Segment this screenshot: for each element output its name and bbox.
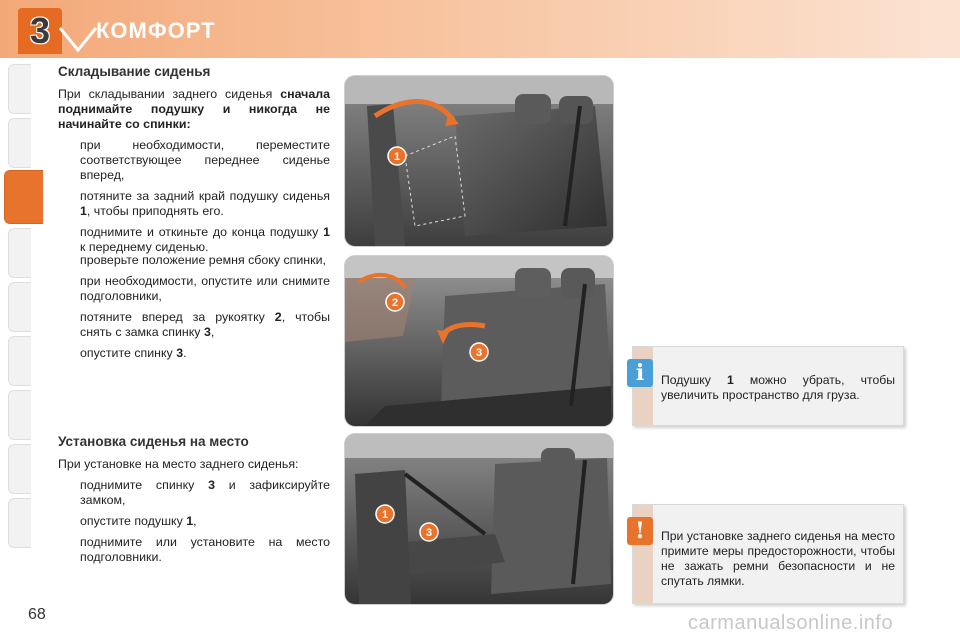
side-tab-3-active[interactable] xyxy=(4,170,43,224)
section-title: КОМФОРТ xyxy=(96,18,216,43)
chapter-number: 3 xyxy=(29,10,51,51)
install-heading: Установка сиденья на место xyxy=(58,434,249,449)
warning-note xyxy=(632,504,904,604)
marker-1: 1 xyxy=(381,509,389,521)
install-steps xyxy=(58,478,330,565)
list-item: потяните за задний край подушку сиденья 1, чтобы приподнять его. xyxy=(80,189,330,218)
chapter-side-tabs xyxy=(0,62,30,582)
list-item: опустите подушку 1, xyxy=(80,514,197,528)
folding-steps-b xyxy=(58,253,330,361)
install-intro: При установке на место заднего сиденья: xyxy=(58,457,299,471)
list-item: при необходимости, переместите соответствующее переднее сиденье вперед, xyxy=(80,138,330,182)
info-note xyxy=(632,346,904,426)
page-number: 68 xyxy=(28,606,46,623)
watermark: carmanualsonline.info xyxy=(688,612,894,634)
marker-2: 2 xyxy=(391,297,399,309)
list-item: поднимите и откиньте до конца подушку 1 к переднему сиденью. xyxy=(80,225,330,254)
side-tab-5[interactable] xyxy=(8,282,31,332)
photo-seat-reinstall xyxy=(345,434,613,604)
photo-backrest-fold xyxy=(345,256,613,426)
warning-note-text: При установке заднего сиденья на место примите меры предосторожности, чтобы не зажать ремни безопасности и не спутать лямки. xyxy=(661,529,895,588)
side-tab-6[interactable] xyxy=(8,336,31,386)
photo-cushion-raised xyxy=(345,76,613,246)
chevron-decoration-icon xyxy=(58,24,98,54)
list-item: потяните вперед за рукоятку 2, чтобы снять с замка спинку 3, xyxy=(80,310,330,339)
install-section xyxy=(58,434,330,571)
list-item: при необходимости, опустите или снимите подголовники, xyxy=(80,274,330,303)
marker-3: 3 xyxy=(475,347,483,359)
folding-intro: При складывании заднего сиденья сначала поднимайте подушку и никогда не начинайте со спинки: xyxy=(58,87,330,131)
folding-section xyxy=(58,64,330,261)
list-item: поднимите или установите на место подголовники. xyxy=(80,535,330,564)
folding-section-continued xyxy=(58,253,330,367)
info-note-text: Подушку 1 можно убрать, чтобы увеличить пространство для груза. xyxy=(661,373,895,402)
warning-icon: ! xyxy=(627,517,653,545)
folding-heading: Складывание сиденья xyxy=(58,64,211,79)
marker-1: 1 xyxy=(393,151,401,163)
side-tab-2[interactable] xyxy=(8,118,31,168)
marker-3: 3 xyxy=(425,527,433,539)
list-item: опустите спинку 3. xyxy=(80,346,187,360)
list-item: проверьте положение ремня сбоку спинки, xyxy=(80,253,326,267)
chapter-tab xyxy=(18,8,62,54)
side-tab-1[interactable] xyxy=(8,64,31,114)
folding-steps-a xyxy=(58,138,330,255)
side-tab-8[interactable] xyxy=(8,444,31,494)
info-icon: i xyxy=(627,359,653,387)
list-item: поднимите спинку 3 и зафиксируйте замком, xyxy=(80,478,330,507)
side-tab-9[interactable] xyxy=(8,498,31,548)
side-tab-7[interactable] xyxy=(8,390,31,440)
side-tab-4[interactable] xyxy=(8,228,31,278)
